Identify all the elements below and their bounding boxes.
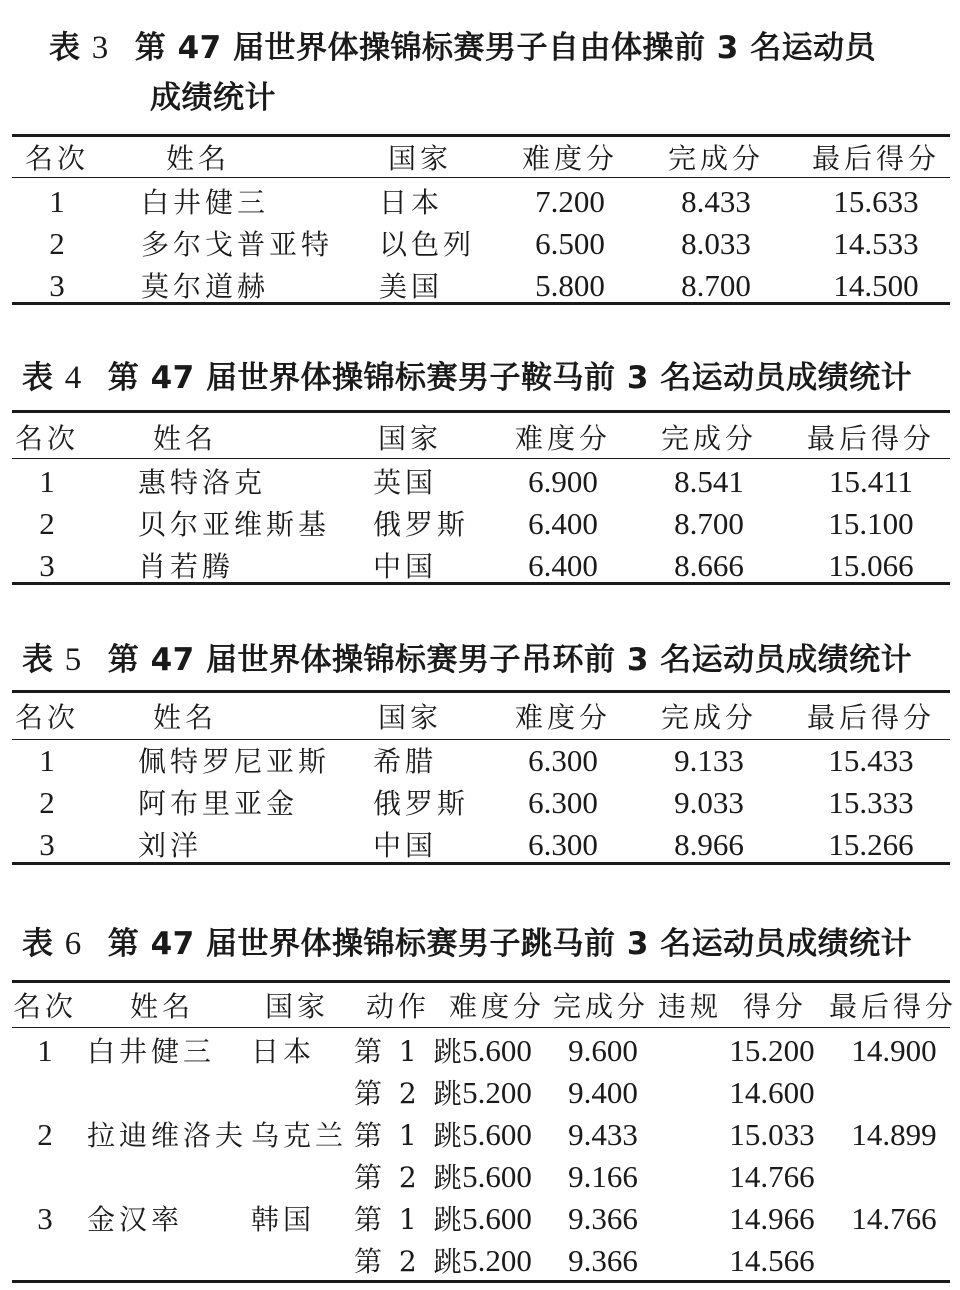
table-4-cell: 15.066 xyxy=(828,548,914,583)
table-6-cell: 金汉率 xyxy=(87,1203,184,1236)
table-5-cell: 佩特罗尼亚斯 xyxy=(138,745,331,778)
table-6-cell: 14.966 xyxy=(729,1201,815,1236)
table-4-cell: 3 xyxy=(39,548,55,583)
table-4-cell: 6.900 xyxy=(528,464,598,499)
table-6-cell: 乌克兰 xyxy=(251,1119,348,1152)
table-5-cell: 15.333 xyxy=(828,785,914,820)
table-6-cell: 9.366 xyxy=(568,1201,638,1236)
table-6-cell: 第 1 跳 xyxy=(354,1035,466,1068)
table-6-cell: 第 1 跳 xyxy=(354,1203,466,1236)
table-3-cell: 1 xyxy=(49,184,65,219)
table-5-cell: 6.300 xyxy=(528,827,598,862)
table-5-bottom-rule xyxy=(12,862,950,865)
table-3-cell: 8.700 xyxy=(681,268,751,303)
table-6-cell: 15.033 xyxy=(729,1117,815,1152)
table-6-cell: 14.600 xyxy=(729,1075,815,1110)
table-5-cell: 8.966 xyxy=(674,827,744,862)
table-5-cell: 1 xyxy=(39,743,55,778)
table-6-cell: 9.166 xyxy=(568,1159,638,1194)
table-4-header-cell: 国家 xyxy=(377,422,443,455)
table-6-cell: 5.600 xyxy=(462,1159,532,1194)
table-6-cell: 9.600 xyxy=(568,1033,638,1068)
table-5-cell: 9.133 xyxy=(674,743,744,778)
table-6-cell: 拉迪维洛夫 xyxy=(87,1119,248,1152)
table-3-cell: 日本 xyxy=(379,186,444,219)
table-4-cell: 肖若腾 xyxy=(138,550,235,583)
table-6-cell: 5.600 xyxy=(462,1201,532,1236)
table-5-cell: 阿布里亚金 xyxy=(138,787,299,820)
table-3-label: 表 3 xyxy=(49,30,109,66)
table-3-title: 第 47 届世界体操锦标赛男子自由体操前 3 名运动员 xyxy=(134,30,877,66)
table-3-header-cell: 名次 xyxy=(24,142,90,175)
table-6-cell: 14.566 xyxy=(729,1243,815,1278)
table-6-header-cell: 名次 xyxy=(12,990,78,1023)
table-6-cell: 14.899 xyxy=(851,1117,937,1152)
table-6-cell: 第 2 跳 xyxy=(354,1077,466,1110)
table-6-title: 第 47 届世界体操锦标赛男子跳马前 3 名运动员成绩统计 xyxy=(107,926,913,962)
table-6-caption xyxy=(22,928,912,961)
table-3-cell: 8.433 xyxy=(681,184,751,219)
table-4-top-rule xyxy=(12,410,950,413)
table-3-cell: 6.500 xyxy=(535,226,605,261)
table-6-cell: 1 xyxy=(37,1033,53,1068)
table-6-cell: 2 xyxy=(37,1117,53,1152)
table-3-header-cell: 难度分 xyxy=(521,142,619,175)
table-4-header-cell: 最后得分 xyxy=(806,422,936,455)
table-3-caption xyxy=(49,32,876,65)
table-3-cell: 14.533 xyxy=(833,226,919,261)
table-6-cell: 5.600 xyxy=(462,1117,532,1152)
table-3-cell: 3 xyxy=(49,268,65,303)
table-4-header-cell: 完成分 xyxy=(660,422,758,455)
table-5-header-cell: 最后得分 xyxy=(806,701,936,734)
table-3-cell: 15.633 xyxy=(833,184,919,219)
table-4-cell: 6.400 xyxy=(528,548,598,583)
table-4-bottom-rule xyxy=(12,582,950,585)
table-5-cell: 俄罗斯 xyxy=(373,787,470,820)
table-6-cell: 白井健三 xyxy=(87,1035,216,1068)
table-6-cell: 14.766 xyxy=(851,1201,937,1236)
table-3-cell: 7.200 xyxy=(535,184,605,219)
table-5-cell: 2 xyxy=(39,785,55,820)
table-6-cell: 第 1 跳 xyxy=(354,1119,466,1152)
table-6-cell: 14.766 xyxy=(729,1159,815,1194)
table-5-cell: 15.433 xyxy=(828,743,914,778)
table-6-cell: 14.900 xyxy=(851,1033,937,1068)
table-3-header-rule xyxy=(12,177,950,178)
table-3-top-rule xyxy=(12,134,950,137)
table-3-cell: 8.033 xyxy=(681,226,751,261)
table-3-cell: 美国 xyxy=(379,270,444,303)
table-6-cell: 9.433 xyxy=(568,1117,638,1152)
table-5-caption xyxy=(22,644,912,677)
table-5-cell: 6.300 xyxy=(528,785,598,820)
table-3-cell: 5.800 xyxy=(535,268,605,303)
table-6-header-cell: 完成分 xyxy=(552,990,650,1023)
table-3-cell: 2 xyxy=(49,226,65,261)
table-4-cell: 英国 xyxy=(373,466,438,499)
table-6-header-cell: 最后得分 xyxy=(828,990,958,1023)
table-4-cell: 1 xyxy=(39,464,55,499)
table-5-title: 第 47 届世界体操锦标赛男子吊环前 3 名运动员成绩统计 xyxy=(107,642,913,678)
table-3-header-cell: 国家 xyxy=(387,142,453,175)
table-5-header-cell: 国家 xyxy=(377,701,443,734)
table-6-header-cell: 国家 xyxy=(264,990,330,1023)
table-4-cell: 15.411 xyxy=(828,464,914,499)
table-6-bottom-rule xyxy=(12,1280,950,1283)
table-6-header-cell: 得分 xyxy=(742,990,808,1023)
table-6-label: 表 6 xyxy=(22,926,82,962)
table-4-title: 第 47 届世界体操锦标赛男子鞍马前 3 名运动员成绩统计 xyxy=(107,360,913,396)
table-5-cell: 15.266 xyxy=(828,827,914,862)
table-4-cell: 2 xyxy=(39,506,55,541)
table-5-cell: 6.300 xyxy=(528,743,598,778)
table-6-header-cell: 违规 xyxy=(657,990,723,1023)
table-3-caption-line2: 成绩统计 xyxy=(150,80,276,116)
table-6-header-rule xyxy=(12,1027,950,1028)
table-6-header-cell: 动作 xyxy=(365,990,431,1023)
table-6-top-rule xyxy=(12,980,950,983)
table-5-cell: 希腊 xyxy=(373,745,438,778)
table-6-cell: 3 xyxy=(37,1201,53,1236)
table-5-header-cell: 名次 xyxy=(14,701,80,734)
table-5-header-cell: 姓名 xyxy=(152,701,218,734)
table-4-label: 表 4 xyxy=(22,360,82,396)
table-4-cell: 8.541 xyxy=(674,464,744,499)
table-6-cell: 第 2 跳 xyxy=(354,1161,466,1194)
table-5-header-rule xyxy=(12,739,950,740)
table-6-cell: 韩国 xyxy=(251,1203,316,1236)
table-3-header-cell: 最后得分 xyxy=(811,142,941,175)
table-3-header-cell: 姓名 xyxy=(165,142,231,175)
table-4-cell: 8.700 xyxy=(674,506,744,541)
table-6-cell: 第 2 跳 xyxy=(354,1245,466,1278)
table-5-cell: 中国 xyxy=(373,829,438,862)
table-5-header-cell: 完成分 xyxy=(660,701,758,734)
table-4-cell: 俄罗斯 xyxy=(373,508,470,541)
table-6-cell: 5.600 xyxy=(462,1033,532,1068)
table-3-cell: 以色列 xyxy=(379,228,476,261)
table-6-header-cell: 难度分 xyxy=(448,990,546,1023)
table-6-cell: 日本 xyxy=(251,1035,316,1068)
table-5-label: 表 5 xyxy=(22,642,82,678)
table-4-header-rule xyxy=(12,458,950,459)
table-4-cell: 中国 xyxy=(373,550,438,583)
table-6-cell: 5.200 xyxy=(462,1075,532,1110)
table-6-header-cell: 姓名 xyxy=(129,990,195,1023)
table-4-cell: 6.400 xyxy=(528,506,598,541)
table-5-cell: 刘洋 xyxy=(138,829,203,862)
table-6-cell: 15.200 xyxy=(729,1033,815,1068)
table-4-cell: 15.100 xyxy=(828,506,914,541)
table-4-header-cell: 名次 xyxy=(14,422,80,455)
table-5-cell: 3 xyxy=(39,827,55,862)
table-3-cell: 莫尔道赫 xyxy=(141,270,270,303)
table-5-header-cell: 难度分 xyxy=(514,701,612,734)
table-5-top-rule xyxy=(12,690,950,693)
table-5-cell: 9.033 xyxy=(674,785,744,820)
table-4-cell: 8.666 xyxy=(674,548,744,583)
table-3-cell: 白井健三 xyxy=(141,186,270,219)
table-4-header-cell: 难度分 xyxy=(514,422,612,455)
table-4-cell: 惠特洛克 xyxy=(138,466,267,499)
table-6-cell: 9.400 xyxy=(568,1075,638,1110)
table-4-header-cell: 姓名 xyxy=(152,422,218,455)
table-3-cell: 14.500 xyxy=(833,268,919,303)
table-4-caption xyxy=(22,362,912,395)
table-3-cell: 多尔戈普亚特 xyxy=(141,228,334,261)
table-3-bottom-rule xyxy=(12,302,950,305)
table-4-cell: 贝尔亚维斯基 xyxy=(138,508,331,541)
table-6-cell: 9.366 xyxy=(568,1243,638,1278)
table-6-cell: 5.200 xyxy=(462,1243,532,1278)
table-3-header-cell: 完成分 xyxy=(667,142,765,175)
